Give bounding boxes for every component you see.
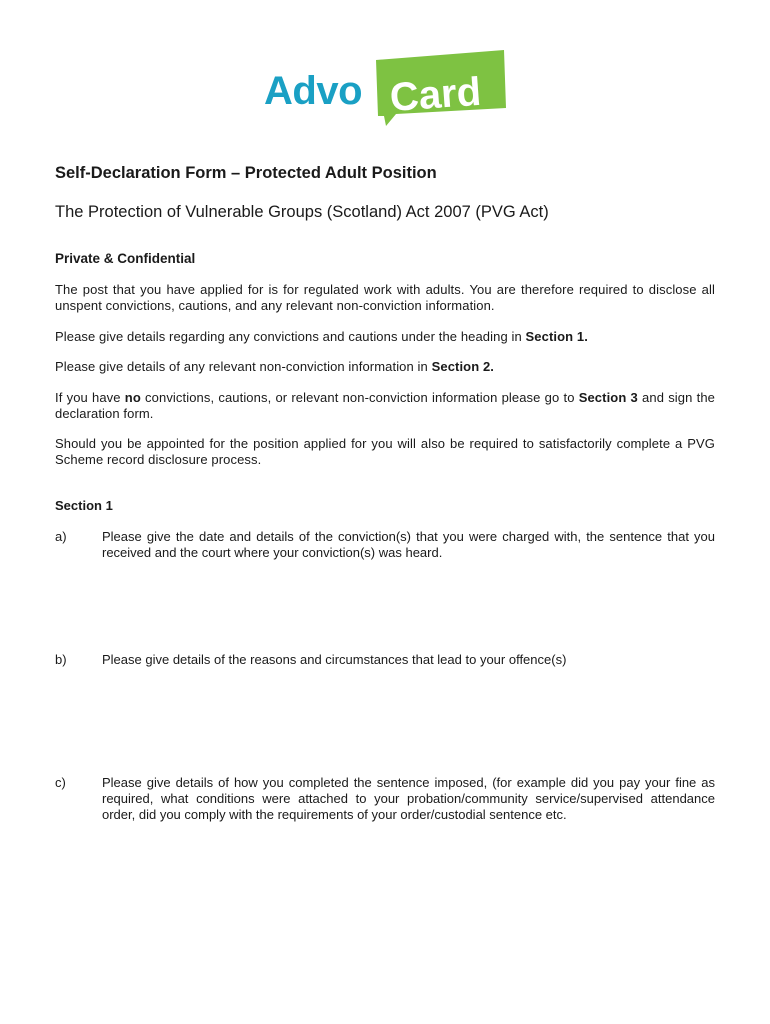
section1-instruction [55, 329, 715, 345]
instruction-bold: no [124, 390, 141, 405]
instruction-text: If you have [55, 390, 125, 405]
form-title: Self-Declaration Form – Protected Adult Position [55, 164, 437, 182]
form-subtitle: The Protection of Vulnerable Groups (Scotland) Act 2007 (PVG Act) [55, 203, 549, 221]
instruction-bold: Section 1. [525, 329, 588, 344]
instruction-bold: Section 3 [578, 390, 638, 405]
intro-paragraph: The post that you have applied for is for regulated work with adults. You are therefore required to disclose all unspent convictions, cautions, and any relevant non-conviction information. [55, 282, 715, 313]
private-confidential-heading: Private & Confidential [55, 251, 196, 266]
section2-instruction [55, 359, 715, 375]
section3-instruction [55, 390, 715, 422]
logo-text-advo: Advo [264, 69, 362, 113]
question-text: Please give details of the reasons and circumstances that lead to your offence(s) [102, 652, 567, 667]
question-letter: c) [55, 775, 66, 790]
instruction-text: convictions, cautions, or relevant non-conviction information please go to [140, 390, 579, 405]
question-text: Please give details of how you completed the sentence imposed, (for example did you pay your fine as required, what conditions were attached to your probation/community service/supervised attendance order, did you comply with the requirements of your order/custodial sentence etc. [102, 775, 715, 822]
instruction-text: Please give details regarding any convictions and cautions under the heading in [55, 329, 526, 344]
logo-text-card: Card [388, 69, 483, 120]
instruction-bold: Section 2. [431, 359, 495, 374]
instruction-text: Please give details of any relevant non-conviction information in [55, 359, 432, 374]
question-letter: a) [55, 529, 67, 544]
advocard-logo [262, 50, 508, 128]
instruction-text: and sign the declaration form. [55, 390, 715, 421]
pvg-scheme-paragraph: Should you be appointed for the position applied for you will also be required to satisfactorily complete a PVG Scheme record disclosure process. [55, 436, 715, 467]
section1-heading: Section 1 [55, 498, 113, 513]
question-text: Please give the date and details of the conviction(s) that you were charged with, the sentence that you received and the court where your conviction(s) was heard. [102, 529, 715, 560]
question-letter: b) [55, 652, 67, 667]
